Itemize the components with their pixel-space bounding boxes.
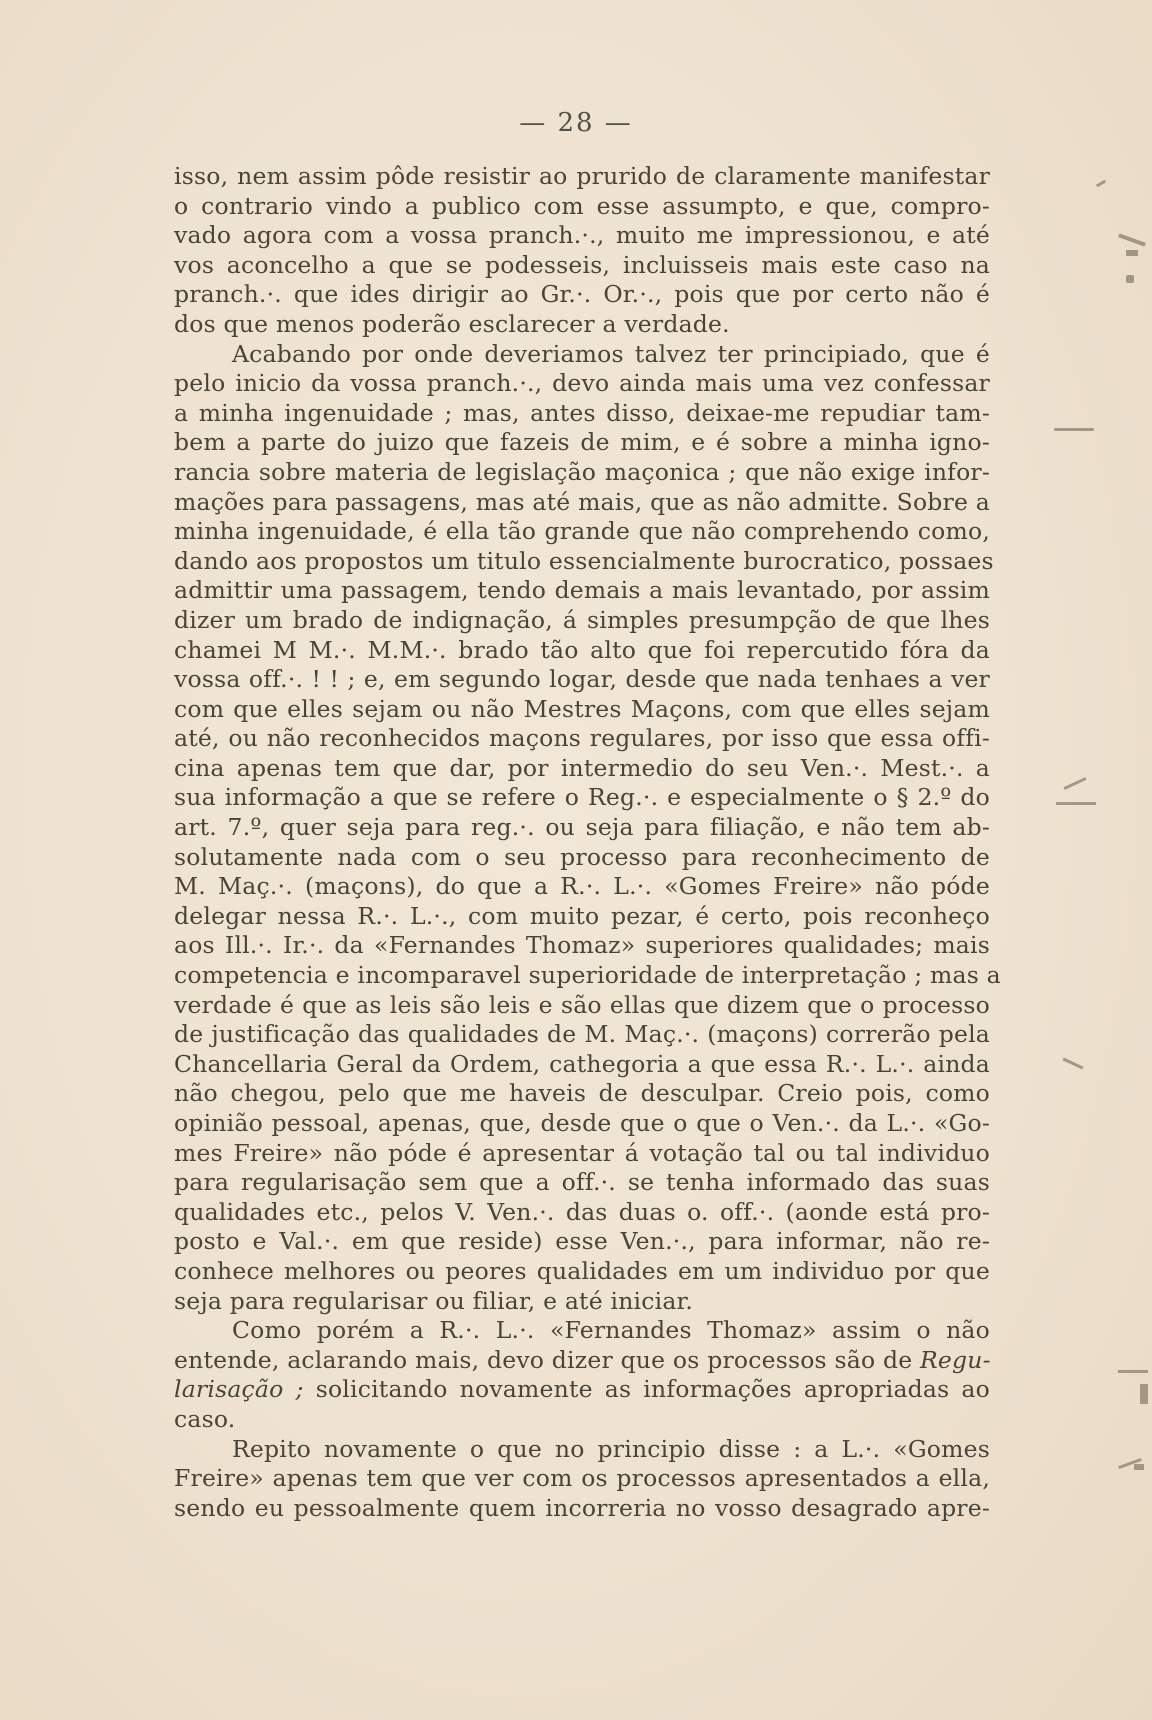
margin-mark xyxy=(1118,233,1146,246)
text-line: verdade é que as leis são leis e são ellas que dizem que o processo xyxy=(174,990,990,1019)
text-line: minha ingenuidade, é ella tão grande que não comprehendo como, xyxy=(174,517,990,546)
text-line: mações para passagens, mas até mais, que as não admitte. Sobre a xyxy=(174,487,990,516)
margin-mark xyxy=(1126,275,1134,283)
text-line: qualidades etc., pelos V. Ven.·. das duas o. off.·. (aonde está pro- xyxy=(174,1197,990,1226)
margin-mark xyxy=(1096,180,1106,188)
page-number: — 28 — xyxy=(519,108,633,138)
text-line: a minha ingenuidade ; mas, antes disso, deixae-me repudiar tam- xyxy=(174,398,990,427)
text-line: dando aos propostos um titulo essencialmente burocratico, possaes xyxy=(174,546,994,575)
text-line: cina apenas tem que dar, por intermedio do seu Ven.·. Mest.·. a xyxy=(174,753,990,782)
text-line: dizer um brado de indignação, á simples presumpção de que lhes xyxy=(174,605,990,634)
margin-mark xyxy=(1062,1057,1083,1069)
text-line: pelo inicio da vossa pranch.·., devo ainda mais uma vez confessar xyxy=(174,369,990,398)
text-line: competencia e incomparavel superioridade de interpretação ; mas a xyxy=(174,961,1001,990)
margin-mark xyxy=(1140,1384,1148,1404)
text-line: M. Maç.·. (maçons), do que a R.·. L.·. «Gomes Freire» não póde xyxy=(174,872,990,901)
text-line: vos aconcelho a que se podesseis, incluisseis mais este caso na xyxy=(174,250,990,279)
text-line xyxy=(174,1346,990,1376)
margin-mark xyxy=(1054,428,1094,431)
text-line: Acabando por onde deveriamos talvez ter principiado, que é xyxy=(232,339,990,368)
text-line: pranch.·. que ides dirigir ao Gr.·. Or.·., pois que por certo não é xyxy=(174,280,990,309)
text-line: Como porém a R.·. L.·. «Fernandes Thomaz» assim o não xyxy=(232,1316,990,1345)
italic-run: Regu- xyxy=(920,1345,991,1374)
text-line: caso. xyxy=(174,1404,236,1433)
margin-mark xyxy=(1126,250,1138,256)
text-line: até, ou não reconhecidos maçons regulares, por isso que essa offi- xyxy=(174,724,990,753)
margin-mark xyxy=(1118,1370,1148,1373)
text-line: vado agora com a vossa pranch.·., muito me impressionou, e até xyxy=(174,221,990,250)
body-text xyxy=(174,162,1001,1523)
text-line: posto e Val.·. em que reside) esse Ven.·., para informar, não re- xyxy=(174,1227,990,1256)
text-line: rancia sobre materia de legislação maçonica ; que não exige infor- xyxy=(174,457,990,486)
margin-mark xyxy=(1063,777,1086,790)
italic-run: larisação ; xyxy=(174,1375,304,1404)
text-line: sendo eu pessoalmente quem incorreria no vosso desagrado apre- xyxy=(174,1493,990,1522)
text-line: dos que menos poderão esclarecer a verdade. xyxy=(174,309,730,338)
text-line: o contrario vindo a publico com esse assumpto, e que, compro- xyxy=(174,191,990,220)
text-line: seja para regularisar ou filiar, e até iniciar. xyxy=(174,1286,694,1315)
text-line: art. 7.º, quer seja para reg.·. ou seja para filiação, e não tem ab- xyxy=(174,813,990,842)
text-line: mes Freire» não póde é apresentar á votação tal ou tal individuo xyxy=(174,1138,990,1167)
text-line: Repito novamente o que no principio disse : a L.·. «Gomes xyxy=(232,1434,990,1463)
text-line: solutamente nada com o seu processo para reconhecimento de xyxy=(174,842,990,871)
text-line: opinião pessoal, apenas, que, desde que o que o Ven.·. da L.·. «Go- xyxy=(174,1109,990,1137)
text-line: Freire» apenas tem que ver com os processos apresentados a ella, xyxy=(174,1464,990,1493)
text-run: entende, aclarando mais, devo dizer que os processos são de xyxy=(174,1345,920,1374)
text-line: isso, nem assim pôde resistir ao prurido de claramente manifestar xyxy=(174,162,990,190)
text-line: bem a parte do juizo que fazeis de mim, e é sobre a minha igno- xyxy=(174,428,990,457)
text-run: solicitando novamente as informações apropriadas ao xyxy=(303,1375,990,1404)
text-line: conhece melhores ou peores qualidades em um individuo por que xyxy=(174,1256,990,1285)
text-line: chamei M M.·. M.M.·. brado tão alto que foi repercutido fóra da xyxy=(174,635,990,664)
margin-mark xyxy=(1056,802,1096,805)
text-line: Chancellaria Geral da Ordem, cathegoria a que essa R.·. L.·. ainda xyxy=(174,1049,990,1078)
text-line xyxy=(174,1375,990,1405)
text-line: delegar nessa R.·. L.·., com muito pezar, é certo, pois reconheço xyxy=(174,901,990,930)
text-line: sua informação a que se refere o Reg.·. e especialmente o § 2.º do xyxy=(174,783,990,812)
text-line: para regularisação sem que a off.·. se tenha informado das suas xyxy=(174,1168,990,1197)
text-line: de justificação das qualidades de M. Maç.·. (maçons) correrão pela xyxy=(174,1020,990,1049)
margin-mark xyxy=(1134,1464,1144,1470)
text-line: aos Ill.·. Ir.·. da «Fernandes Thomaz» superiores qualidades; mais xyxy=(174,931,990,960)
text-line: admittir uma passagem, tendo demais a mais levantado, por assim xyxy=(174,576,990,605)
text-line: com que elles sejam ou não Mestres Maçons, com que elles sejam xyxy=(174,694,990,723)
text-line: não chegou, pelo que me haveis de desculpar. Creio pois, como xyxy=(174,1079,990,1108)
text-line: vossa off.·. ! ! ; e, em segundo logar, desde que nada tenhaes a ver xyxy=(174,665,990,694)
